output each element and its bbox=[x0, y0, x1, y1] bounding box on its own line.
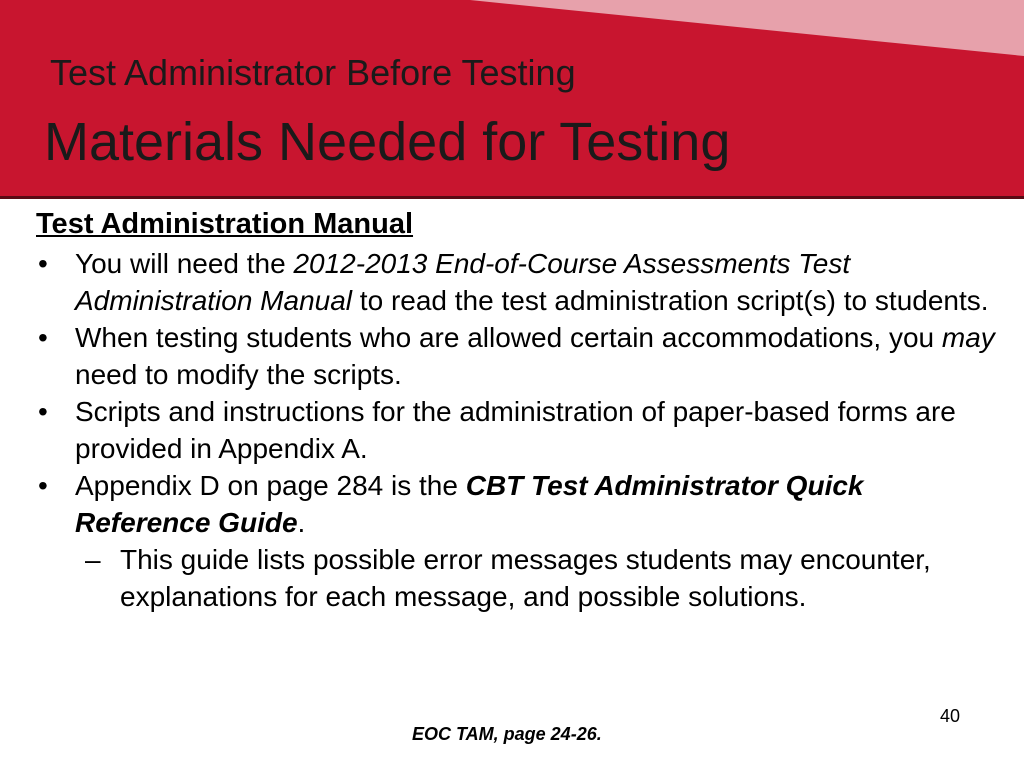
bullet-icon: • bbox=[38, 396, 48, 427]
bullet-text: need to modify the scripts. bbox=[75, 359, 402, 390]
bullet-icon: • bbox=[38, 248, 48, 279]
sub-bullet-item bbox=[75, 541, 996, 615]
slide-body bbox=[36, 206, 996, 615]
sub-bullet-list bbox=[75, 541, 996, 615]
sub-bullet-text: This guide lists possible error messages students may encounter, explanations for each message, and possible solutions. bbox=[120, 544, 931, 612]
bullet-text: Appendix D on page 284 is the bbox=[75, 470, 466, 501]
bullet-text: to read the test administration script(s) to students. bbox=[352, 285, 989, 316]
bullet-text: When testing students who are allowed certain accommodations, you bbox=[75, 322, 942, 353]
page-number: 40 bbox=[940, 706, 961, 726]
footer-reference: EOC TAM, page 24-26. bbox=[412, 724, 602, 744]
bullet-text: You will need the bbox=[75, 248, 294, 279]
header-band bbox=[0, 0, 1024, 196]
bullet-list bbox=[36, 245, 996, 615]
slide-subtitle: Test Administrator Before Testing bbox=[50, 52, 576, 93]
bullet-item bbox=[36, 245, 996, 319]
slide-title: Materials Needed for Testing bbox=[44, 112, 731, 172]
header-accent-stripe bbox=[0, 0, 1024, 60]
manual-title: 2012-2013 End-of-Course Assessments Test Administration Manual bbox=[75, 248, 851, 316]
section-heading: Test Administration Manual bbox=[36, 208, 414, 240]
bullet-item bbox=[36, 319, 996, 393]
guide-title: CBT Test Administrator Quick Reference Guide bbox=[75, 470, 864, 538]
bullet-item bbox=[36, 467, 996, 615]
bullet-icon: • bbox=[38, 322, 48, 353]
bullet-item bbox=[36, 393, 996, 467]
bullet-icon: • bbox=[38, 470, 48, 501]
header-divider bbox=[0, 196, 1024, 199]
bullet-text: . bbox=[297, 507, 306, 538]
dash-icon: – bbox=[85, 544, 101, 575]
emphasis-text: may bbox=[941, 322, 995, 353]
bullet-text: Scripts and instructions for the administration of paper-based forms are provided in Appendix A. bbox=[75, 396, 956, 464]
